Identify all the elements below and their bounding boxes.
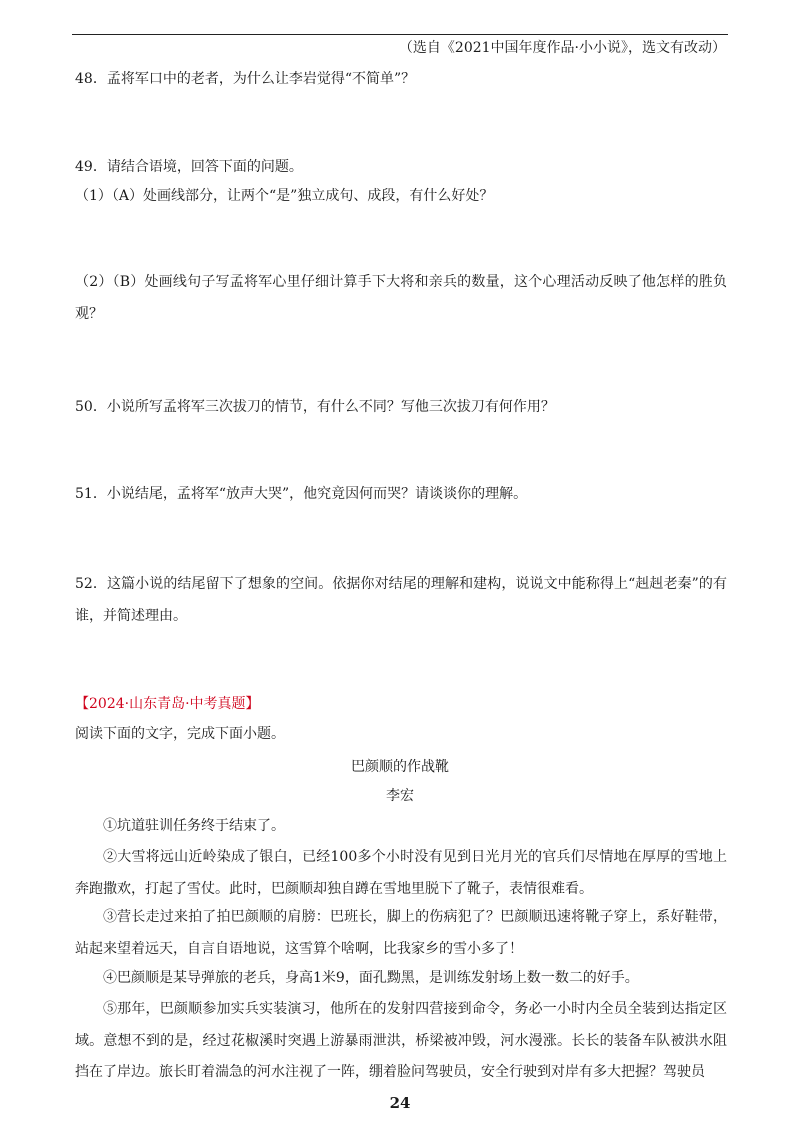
reading-instruction: 阅读下面的文字，完成下面小题。 xyxy=(75,726,285,742)
question-49-2: （2）（B）处画线句子写孟将军心里仔细计算手下大将和亲兵的数量，这个心理活动反映了他怎样的胜负观？ xyxy=(75,274,727,322)
paragraph-5: ⑤那年，巴颜顺参加实兵实装演习，他所在的发射四营接到命令，务必一小时内全员全装到达指定区域。意想不到的是，经过花椒溪时突遇上游暴雨泄洪，桥梁被冲毁，河水漫涨。长长的装备车队被洪水阻挡在了岸边。旅长盯着湍急的河水注视了一阵，绷着脸问驾驶员，安全行驶到对岸有多大把握？驾驶员 xyxy=(75,1001,727,1080)
top-rule xyxy=(72,34,728,35)
story-author: 李宏 xyxy=(386,788,414,804)
question-49: 49．请结合语境，回答下面的问题。 xyxy=(75,159,303,175)
paragraph-1: ①坑道驻训任务终于结束了。 xyxy=(103,818,285,834)
page-number: 24 xyxy=(389,1094,411,1112)
story-title: 巴颜顺的作战靴 xyxy=(351,759,449,775)
question-51: 51．小说结尾，孟将军“放声大哭”，他究竟因何而哭？请谈谈你的理解。 xyxy=(75,486,528,502)
paragraph-2: ②大雪将远山近岭染成了银白，已经100多个小时没有见到日光月光的官兵们尽情地在厚厚的雪地上奔跑撒欢，打起了雪仗。此时，巴颜顺却独自蹲在雪地里脱下了靴子，表情很难看。 xyxy=(75,849,727,897)
question-49-1: （1）（A）处画线部分，让两个“是”独立成句、成段，有什么好处？ xyxy=(75,188,494,204)
paragraph-3: ③营长走过来拍了拍巴颜顺的肩膀：巴班长，脚上的伤病犯了？巴颜顺迅速将靴子穿上，系好鞋带，站起来望着远天，自言自语地说，这雪算个啥啊，比我家乡的雪小多了！ xyxy=(75,909,727,957)
question-52: 52．这篇小说的结尾留下了想象的空间。依据你对结尾的理解和建构，说说文中能称得上“赳赳老秦”的有谁，并简述理由。 xyxy=(75,576,727,624)
source-note: （选自《2021中国年度作品·小小说》，选文有改动） xyxy=(398,40,726,56)
exam-source-tag: 【2024·山东青岛·中考真题】 xyxy=(75,696,260,712)
question-50: 50．小说所写孟将军三次拔刀的情节，有什么不同？写他三次拔刀有何作用？ xyxy=(75,399,555,415)
question-48: 48．孟将军口中的老者，为什么让李岩觉得“不简单”？ xyxy=(75,71,416,87)
paragraph-4: ④巴颜顺是某导弹旅的老兵，身高1米9，面孔黝黑，是训练发射场上数一数二的好手。 xyxy=(103,970,639,986)
